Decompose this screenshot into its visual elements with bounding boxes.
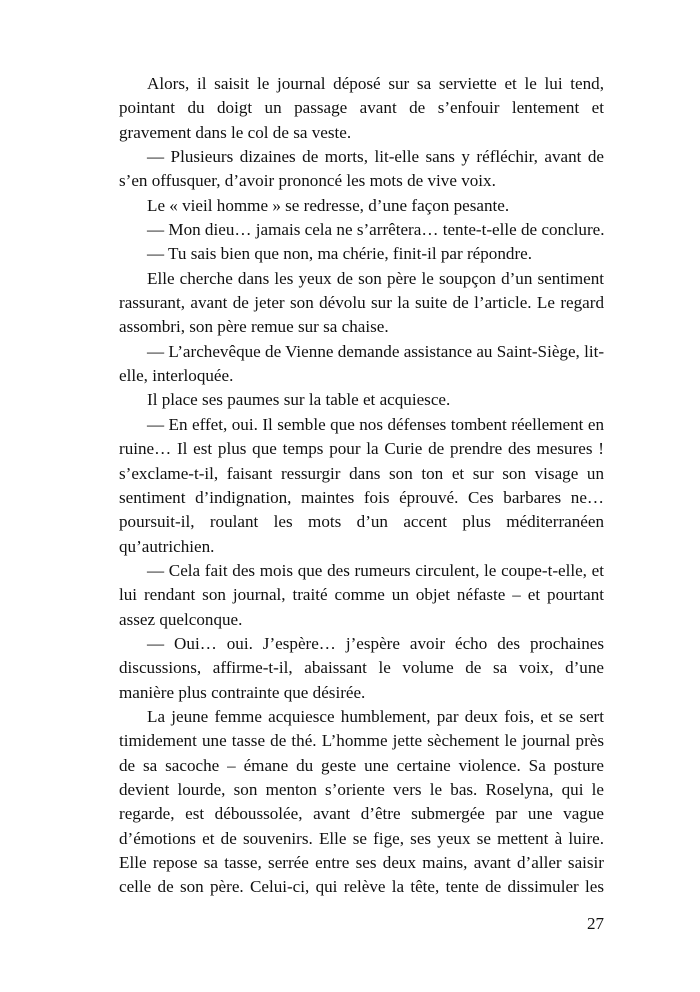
page-number: 27 — [587, 914, 604, 933]
text-line: manière plus contrainte que désirée. — [119, 682, 366, 702]
text-line: assez quelconque. — [119, 609, 243, 629]
text-line: timidement une tasse de thé. L’homme jette sèchement le journal près — [119, 731, 604, 751]
text-line: La jeune femme acquiesce humblement, par deux fois, et se sert — [147, 706, 604, 726]
text-line: regarde, est déboussolée, avant d’être submergée par une vague — [119, 804, 604, 824]
text-line: — L’archevêque de Vienne demande assistance au Saint-Siège, lit- — [147, 341, 605, 361]
text-line: pointant du doigt un passage avant de s’enfouir lentement et — [119, 98, 604, 118]
text-line: Elle cherche dans les yeux de son père le soupçon d’un sentiment — [147, 268, 604, 288]
text-line: — Cela fait des mois que des rumeurs circulent, le coupe-t-elle, et — [147, 560, 604, 580]
text-line: s’en offusquer, d’avoir prononcé les mots de vive voix. — [119, 171, 496, 191]
text-line: Le « vieil homme » se redresse, d’une façon pesante. — [147, 195, 510, 215]
text-line: Il place ses paumes sur la table et acquiesce. — [147, 390, 451, 410]
text-line: — Oui… oui. J’espère… j’espère avoir écho des prochaines — [147, 633, 604, 653]
text-line: de sa sacoche – émane du geste une certaine violence. Sa posture — [119, 755, 604, 775]
text-line: — Tu sais bien que non, ma chérie, finit-il par répondre. — [147, 244, 533, 264]
text-line: Elle repose sa tasse, serrée entre ses deux mains, avant d’aller saisir — [119, 853, 604, 872]
text-line: Alors, il saisit le journal déposé sur sa serviette et le lui tend, — [147, 74, 604, 93]
text-line: lui rendant son journal, traité comme un objet néfaste – et pourtant — [119, 585, 604, 605]
text-line: celle de son père. Celui-ci, qui relève la tête, tente de dissimuler les — [119, 877, 604, 897]
text-line: s’exclame-t-il, faisant ressurgir dans son ton et sur son visage un — [119, 463, 604, 483]
text-line: devient lourde, son menton s’oriente vers le bas. Roselyna, qui le — [119, 779, 604, 799]
text-line: elle, interloquée. — [119, 366, 234, 386]
text-line: sentiment d’indignation, maintes fois éprouvé. Ces barbares ne… — [119, 487, 604, 507]
text-line: ruine… Il est plus que temps pour la Curie de prendre des mesures ! — [119, 439, 604, 459]
text-line: assombri, son père remue sur sa chaise. — [119, 317, 389, 337]
text-line: poursuit-il, roulant les mots d’un accent plus méditerranéen — [119, 512, 604, 532]
text-line: — Plusieurs dizaines de morts, lit-elle sans y réfléchir, avant de — [147, 147, 604, 167]
text-line: — Mon dieu… jamais cela ne s’arrêtera… tente-t-elle de conclure. — [147, 220, 605, 240]
text-line: gravement dans le col de sa veste. — [119, 122, 352, 142]
text-line: — En effet, oui. Il semble que nos défenses tombent réellement en — [147, 414, 604, 434]
text-line: qu’autrichien. — [119, 536, 215, 556]
text-line: discussions, affirme-t-il, abaissant le volume de sa voix, d’une — [119, 658, 604, 678]
text-line: d’émotions et de souvenirs. Elle se fige, ses yeux se mettent à luire. — [119, 828, 604, 848]
text-line: rassurant, avant de jeter son dévolu sur la suite de l’article. Le regard — [119, 293, 604, 313]
body-text — [119, 72, 604, 900]
